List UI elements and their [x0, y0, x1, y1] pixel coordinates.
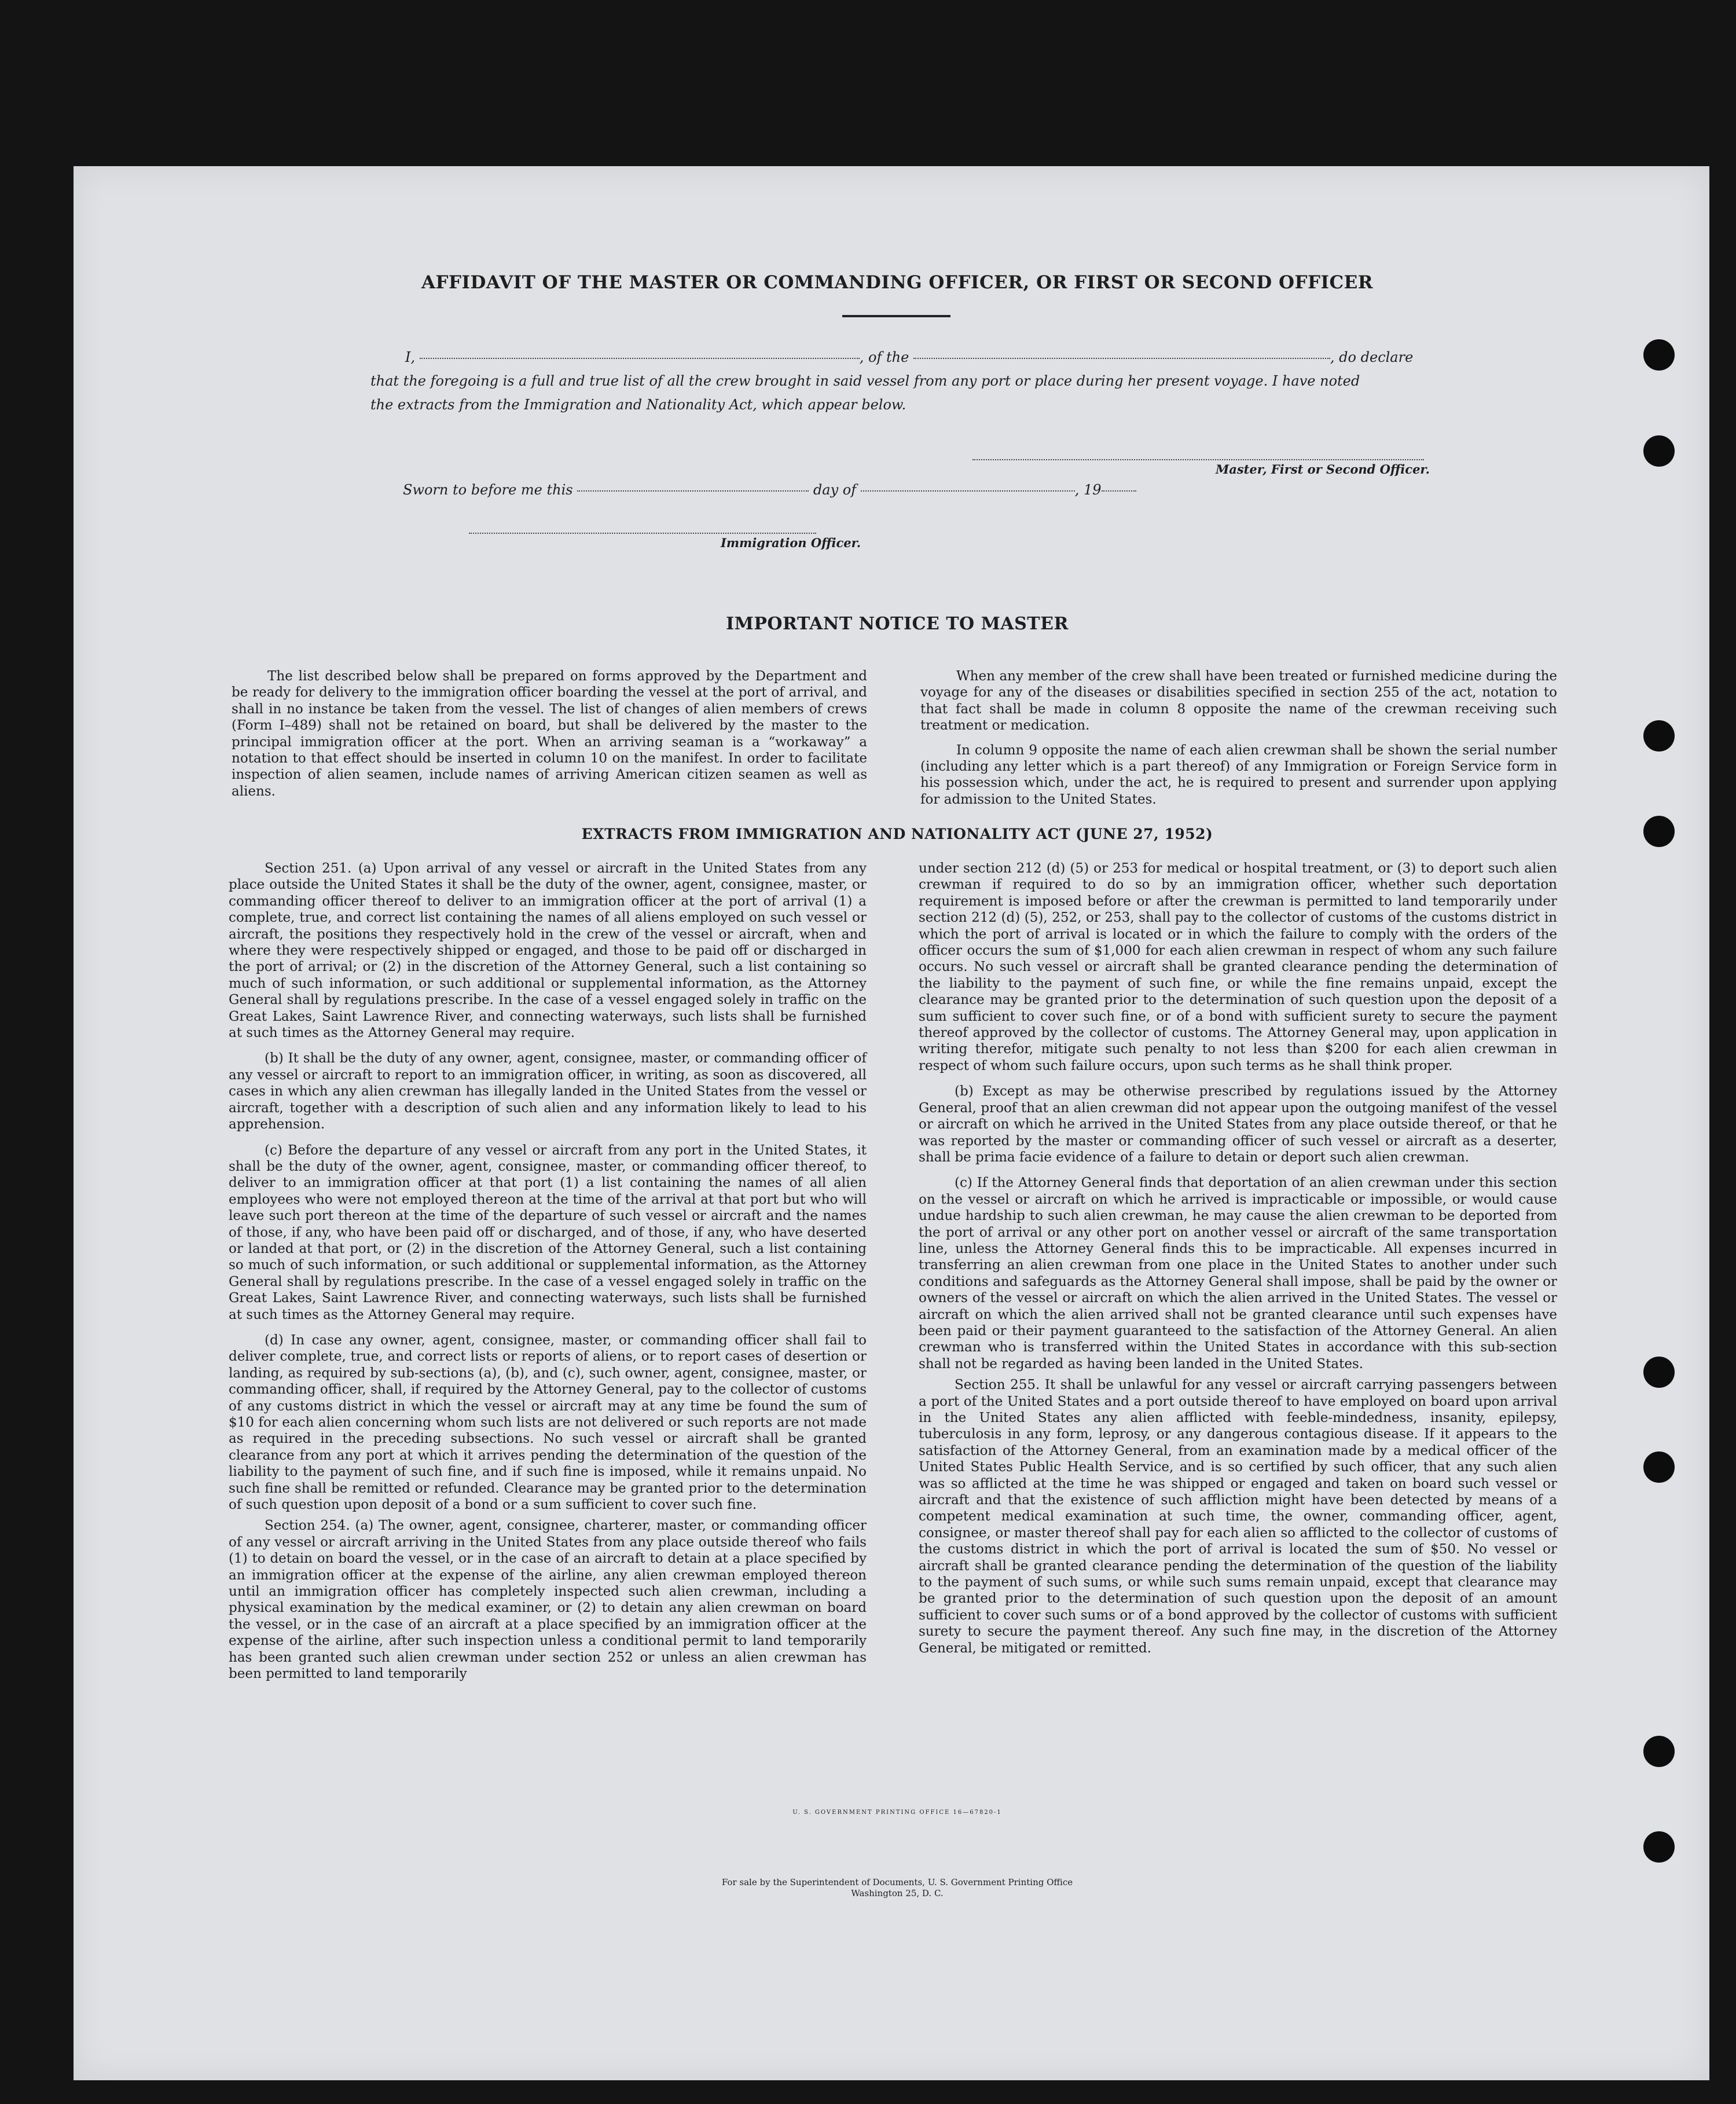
sworn-year-field[interactable] [1102, 490, 1136, 492]
notice-right-paragraph: When any member of the crew shall have been treated or furnished medicine during the voyage for any of the diseases or disabilities specified in section 255 of the act, notation to that fact shall be made in column 8 opposite the name of the crewman receiving such treatment or medication. [920, 669, 1557, 734]
notice-left [232, 668, 867, 800]
binder-hole [1643, 1451, 1675, 1483]
imprint-line-2: Washington 25, D. C. [851, 1888, 944, 1898]
sworn-day-field[interactable] [577, 490, 809, 492]
notice-title: IMPORTANT NOTICE TO MASTER [726, 614, 1069, 634]
binder-hole [1643, 1357, 1675, 1388]
extract-paragraph: Section 255. It shall be unlawful for any vessel or aircraft carrying passengers between a port of the United States and a port outside thereof to have employed on board upon arrival in the United States any alien afflicted with feeble-mindedness, insanity, epilepsy, tuberculosis in any form, leprosy, or any dangerous contagious disease. If it appears to the satisfaction of the Attorney General, from an examination made by a medical officer of the United States Public Health Service, and is so certified by such officer, that any such alien was so afflicted at the time he was shipped or engaged and taken on board such vessel or aircraft and that the existence of such affliction might have been detected by means of a competent medical examination at such time, the owner, commanding officer, agent, consignee, or master thereof shall pay for each alien so afflicted to the collector of customs of the customs district in which the port of arrival is located the sum of $50. No vessel or aircraft shall be granted clearance pending the determination of the question of the liability to the payment of such sums, or while such sums remain unpaid, except that clearance may be granted prior to the determination of such question upon the deposit of an amount sufficient to cover such sums or of a bond approved by the collector of customs with sufficient surety to secure the payment thereof. Any such fine may, in the discretion of the Attorney General, be mitigated or remitted. [919, 1377, 1557, 1656]
sworn-line: Sworn to before me this day of , 19 [403, 482, 1136, 498]
affidavit-title: AFFIDAVIT OF THE MASTER OR COMMANDING OFFICER, OR FIRST OR SECOND OFFICER [421, 272, 1374, 293]
notice-left-paragraph: The list described below shall be prepared on forms approved by the Department and be ready for delivery to the immigration officer boarding the vessel at the port of arrival, and shall in no instance be taken from the vessel. The list of changes of alien members of crews (Form I–489) shall not be retained on board, but shall be delivered by the master to the principal immigration officer at the port. When an arriving seaman is a “workaway” a notation to that effect should be inserted in column 10 on the manifest. In order to facilitate inspection of alien seamen, include names of arriving American citizen seamen as well as aliens. [232, 669, 867, 799]
imprint [579, 1877, 1216, 1899]
gpo-line: U. S. GOVERNMENT PRINTING OFFICE 16—67820-1 [792, 1809, 1002, 1816]
master-signature-line[interactable] [972, 459, 1424, 460]
extract-paragraph: under section 212 (d) (5) or 253 for medical or hospital treatment, or (3) to deport such alien crewman if required to do so by an immigration officer, whether such deportation requirement is imposed before or after the crewman is permitted to land temporarily under section 212 (d) (5), 252, or 253, shall pay to the collector of customs of the customs district in which the port of arrival is located or in which the failure to comply with the orders of the officer occurs the sum of $1,000 for each alien crewman in respect of whom any such failure occurs. No such vessel or aircraft shall be granted clearance pending the determination of the liability to the payment of such fine, or while the fine remains unpaid, except the clearance may be granted prior to the determination of such question upon the deposit of a sum sufficient to cover such fine, or of a bond with sufficient surety to secure the payment thereof approved by the collector of customs. The Attorney General may, upon application in writing therefor, mitigate such penalty to not less than $200 for each alien crewman in respect of whom such failure occurs, upon such terms as he shall think proper. [919, 861, 1557, 1073]
title-rule [842, 315, 950, 317]
master-signature-caption: Master, First or Second Officer. [1216, 462, 1430, 476]
vessel-field[interactable] [913, 357, 1330, 359]
notice-right [920, 668, 1557, 808]
extract-paragraph: (d) In case any owner, agent, consignee, master, or commanding officer shall fail to deliver complete, true, and correct lists or reports of aliens, or to report cases of desertion or landing, as required by sub-sections (a), (b), and (c), such owner, agent, consignee, master, or commanding officer, shall, if required by the Attorney General, pay to the collector of customs of any customs district in which the vessel or aircraft may at any time be found the sum of $10 for each alien concerning whom such lists are not delivered or such reports are not made as required in the preceding subsections. No such vessel or aircraft shall be granted clearance from any port at which it arrives pending the determination of the question of the liability to the payment of such fine, and if such fine is imposed, while it remains unpaid. No such fine shall be remitted or refunded. Clearance may be granted prior to the determination of such question upon deposit of a bond or a sum sufficient to cover such fine. [229, 1332, 867, 1513]
extracts-right-column [919, 860, 1557, 1656]
extract-paragraph: Section 251. (a) Upon arrival of any vessel or aircraft in the United States from any place outside the United States it shall be the duty of the owner, agent, consignee, master, or commanding officer thereof to deliver to an immigration officer at the port of arrival (1) a complete, true, and correct list containing the names of all aliens employed on such vessel or aircraft, the positions they respectively hold in the crew of the vessel or aircraft, when and where they were respectively shipped or engaged, and those to be paid off or discharged in the port of arrival; or (2) in the discretion of the Attorney General, such a list containing so much of such information, or such additional or supplemental information, as the Attorney General shall by regulations prescribe. In the case of a vessel engaged solely in traffic on the Great Lakes, Saint Lawrence River, and connecting waterways, such lists shall be furnished at such times as the Attorney General may require. [229, 861, 867, 1041]
binder-hole [1643, 720, 1675, 752]
extracts-left-column [229, 860, 867, 1683]
name-field[interactable] [420, 357, 860, 359]
extracts-title: EXTRACTS FROM IMMIGRATION AND NATIONALITY ACT (JUNE 27, 1952) [581, 826, 1213, 842]
declaration [370, 346, 1424, 417]
officer-signature-caption: Immigration Officer. [721, 536, 861, 550]
declaration-line-1: I, , of the , do declare [405, 349, 1414, 365]
extract-paragraph: (c) If the Attorney General finds that deportation of an alien crewman under this section on the vessel or aircraft on which he arrived is impracticable or impossible, or would cause undue hardship to such alien crewman, he may cause the alien crewman to be deported from the port of arrival or any other port on another vessel or aircraft of the same transportation line, unless the Attorney General finds this to be impracticable. All expenses incurred in transferring an alien crewman from one place in the United States to another under such conditions and safeguards as the Attorney General shall impose, shall be paid by the owner or owners of the vessel or aircraft on which the alien arrived in the United States. The vessel or aircraft on which the alien arrived shall not be granted clearance until such expenses have been paid or their payment guaranteed to the satisfaction of the Attorney General. An alien crewman who is transferred within the United States in accordance with this sub-section shall not be regarded as having been landed in the United States. [919, 1175, 1557, 1372]
binder-hole [1643, 1831, 1675, 1863]
binder-hole [1643, 816, 1675, 847]
extract-paragraph: (b) It shall be the duty of any owner, agent, consignee, master, or commanding officer of any vessel or aircraft to report to an immigration officer, in writing, as soon as discovered, all cases in which any alien crewman has illegally landed in the United States from the vessel or aircraft, together with a description of such alien and any information likely to lead to his apprehension. [229, 1051, 867, 1132]
extract-paragraph: (c) Before the departure of any vessel or aircraft from any port in the United States, it shall be the duty of the owner, agent, consignee, master, or commanding officer thereof, to deliver to an immigration officer at that port (1) a list containing the names of all alien employees who were not employed thereon at the time of the arrival at that port but who will leave such port thereon at the time of the departure of such vessel or aircraft and the names of those, if any, who have been paid off or discharged, and of those, if any, who have deserted or landed at that port, or (2) in the discretion of the Attorney General, such a list containing so much of such information, or such additional or supplemental information, as the Attorney General shall by regulations prescribe. In the case of a vessel engaged solely in traffic on the Great Lakes, Saint Lawrence River, and connecting waterways, such lists shall be furnished at such times as the Attorney General may require. [229, 1142, 867, 1322]
sworn-month-field[interactable] [861, 490, 1075, 492]
binder-hole [1643, 435, 1675, 467]
imprint-line-1: For sale by the Superintendent of Documents, U. S. Government Printing Office [721, 1877, 1073, 1887]
extract-paragraph: (b) Except as may be otherwise prescribed by regulations issued by the Attorney General, proof that an alien crewman did not appear upon the outgoing manifest of the vessel or aircraft on which he arrived in the United States from any place outside thereof, or that he was reported by the master or commanding officer of such vessel or aircraft as a deserter, shall be prima facie evidence of a failure to detain or deport such alien crewman. [919, 1084, 1557, 1165]
extract-paragraph: Section 254. (a) The owner, agent, consignee, charterer, master, or commanding officer of any vessel or aircraft arriving in the United States from any place outside thereof who fails (1) to detain on board the vessel, or in the case of an aircraft to detain at a place specified by an immigration officer at the expense of the airline, any alien crewman employed thereon until an immigration officer has completely inspected such alien crewman, including a physical examination by the medical examiner, or (2) to detain any alien crewman on board the vessel, or in the case of an aircraft at a place specified by an immigration officer at the expense of the airline, after such inspection unless a conditional permit to land temporarily has been granted such alien crewman under section 252 or unless an alien crewman has been permitted to land temporarily [229, 1518, 867, 1682]
binder-hole [1643, 1736, 1675, 1767]
notice-right-paragraph: In column 9 opposite the name of each alien crewman shall be shown the serial number (including any letter which is a part thereof) of any Immigration or Foreign Service form in his possession which, under the act, he is required to present and surrender upon applying for admission to the United States. [920, 742, 1557, 807]
officer-signature-line[interactable] [469, 533, 816, 534]
declaration-line-3: the extracts from the Immigration and Nationality Act, which appear below. [370, 397, 906, 413]
binder-hole [1643, 339, 1675, 371]
declaration-line-2: that the foregoing is a full and true list of all the crew brought in said vessel from any port or place during her present voyage. I have noted [370, 373, 1360, 389]
